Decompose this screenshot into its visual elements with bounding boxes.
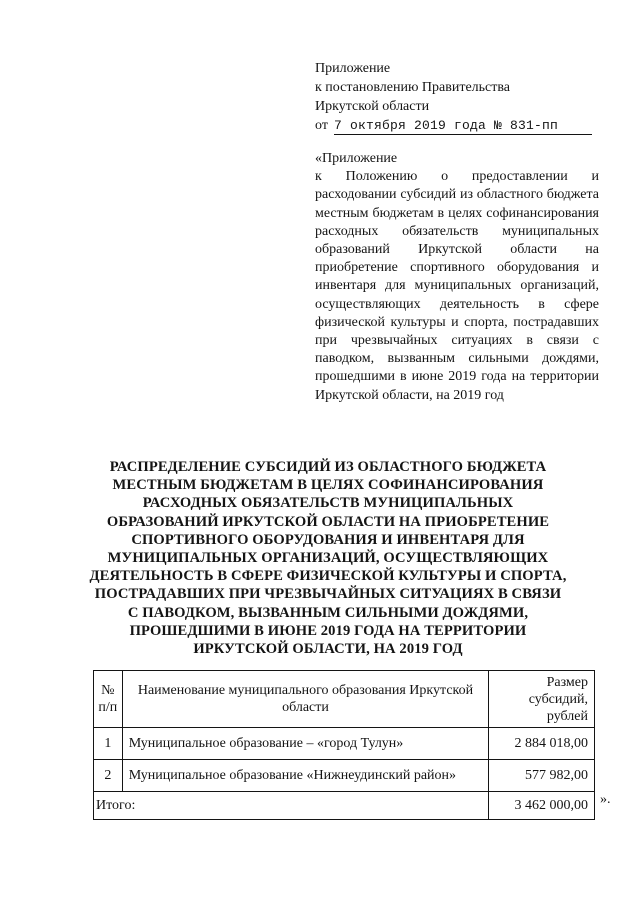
header-municipality: Наименование муниципального образования Иркутской области: [122, 671, 489, 728]
row-municipality: Муниципальное образование – «город Тулун»: [122, 728, 489, 760]
table-total-row: [94, 792, 595, 820]
regulation-appendix: [315, 150, 599, 405]
table-row: [94, 728, 595, 760]
row-number: 1: [94, 728, 123, 760]
header-amount: Размер субсидий, рублей: [489, 671, 595, 728]
regulation-appendix-heading: «Приложение: [315, 151, 398, 166]
decree-date-number: 7 октября 2019 года № 831-пп: [334, 118, 592, 135]
row-number: 2: [94, 760, 123, 792]
closing-quote: ».: [600, 792, 611, 807]
document-title: РАСПРЕДЕЛЕНИЕ СУБСИДИЙ ИЗ ОБЛАСТНОГО БЮДЖЕТА МЕСТНЫМ БЮДЖЕТАМ В ЦЕЛЯХ СОФИНАНСИРОВАНИЯ РАСХОДНЫХ ОБЯЗАТЕЛЬСТВ МУНИЦИПАЛЬНЫХ ОБРАЗОВАНИЙ ИРКУТСКОЙ ОБЛАСТИ НА ПРИОБРЕТЕНИЕ СПОРТИВНОГО ОБОРУДОВАНИЯ И ИНВЕНТАРЯ ДЛЯ МУНИЦИПАЛЬНЫХ ОРГАНИЗАЦИЙ, ОСУЩЕСТВЛЯЮЩИХ ДЕЯТЕЛЬНОСТЬ В СФЕРЕ ФИЗИЧЕСКОЙ КУЛЬТУРЫ И СПОРТА, ПОСТРАДАВШИХ ПРИ ЧРЕЗВЫЧАЙНЫХ СИТУАЦИЯХ В СВЯЗИ С ПАВОДКОМ, ВЫЗВАННЫМ СИЛЬНЫМИ ДОЖДЯМИ, ПРОШЕДШИМИ В ИЮНЕ 2019 ГОДА НА ТЕРРИТОРИИ ИРКУТСКОЙ ОБЛАСТИ, НА 2019 ГОД: [89, 459, 567, 658]
appendix-header: [315, 59, 600, 135]
row-amount: 577 982,00: [489, 760, 595, 792]
resolution-reference: к постановлению Правительства: [315, 80, 511, 95]
table-row: [94, 760, 595, 792]
row-municipality: Муниципальное образование «Нижнеудинский район»: [122, 760, 489, 792]
row-amount: 2 884 018,00: [489, 728, 595, 760]
regulation-appendix-text: к Положению о предоставлении и расходовании субсидий из областного бюджета местным бюджетам в целях софинансирования расходных обязательств муниципальных образований Иркутской области на приобретение спортивного оборудования и инвентаря для муниципальных организаций, осуществляющих деятельность в сфере физической культуры и спорта, пострадавших при чрезвычайных ситуациях в связи с паводком, вызванным сильными дождями, прошедшими в июне 2019 года на территории Иркутской области, на 2019 год: [315, 169, 599, 403]
decree-prefix: от: [315, 118, 328, 133]
region-name: Иркутской области: [315, 99, 430, 114]
table-header-row: [94, 671, 595, 728]
total-amount: 3 462 000,00: [489, 792, 595, 820]
decree-line: [315, 116, 600, 135]
header-number: № п/п: [94, 671, 123, 728]
total-label: Итого:: [94, 792, 489, 820]
appendix-label: Приложение: [315, 61, 391, 76]
subsidy-table: [93, 670, 595, 820]
